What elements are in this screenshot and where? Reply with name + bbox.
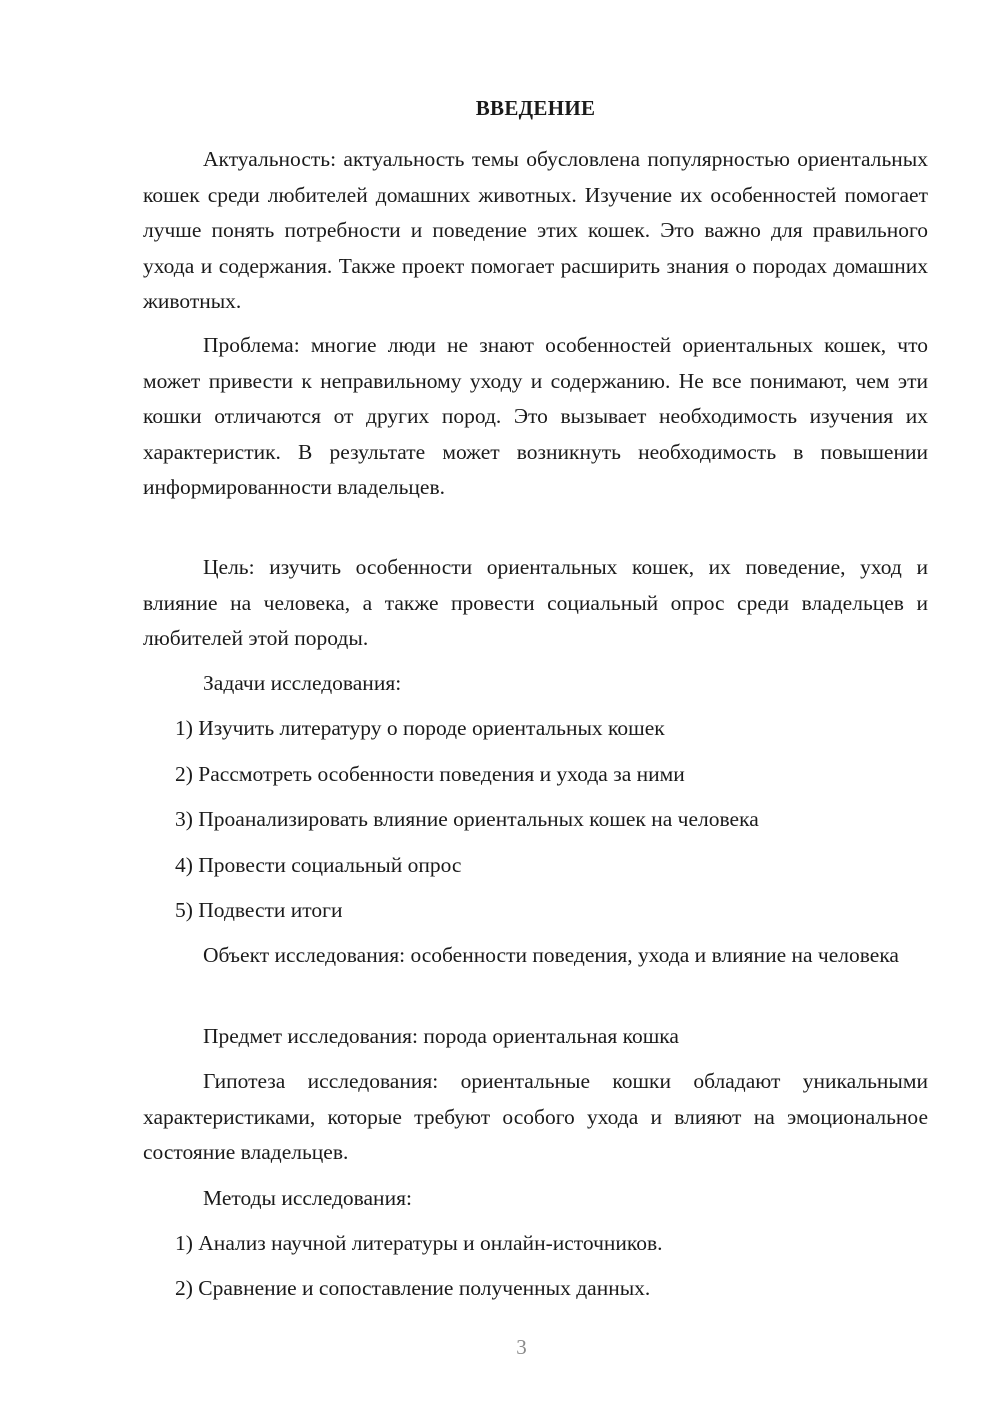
page-number: 3 <box>516 1335 527 1359</box>
list-item: 2) Рассмотреть особенности поведения и ухода за ними <box>175 762 685 786</box>
paragraph-subject: Предмет исследования: порода ориентальная кошка <box>203 1024 679 1048</box>
list-item: 1) Изучить литературу о породе ориентальных кошек <box>175 716 665 740</box>
page-title: ВВЕДЕНИЕ <box>475 96 596 120</box>
paragraph-hypothesis: Гипотеза исследования: ориентальные кошки обладают уникальными характеристиками, которые требуют особого ухода и влияют на эмоциональное состояние владельцев. <box>143 1069 928 1164</box>
list-item: 3) Проанализировать влияние ориентальных кошек на человека <box>175 807 759 831</box>
paragraph-problem: Проблема: многие люди не знают особенностей ориентальных кошек, что может привести к неправильному уходу и содержанию. Не все понимают, чем эти кошки отличаются от других пород. Это вызывает необходимость изучения их характеристик. В результате может возникнуть необходимость в повышении информированности владельцев. <box>143 333 928 499</box>
document-page <box>143 0 928 1414</box>
methods-heading: Методы исследования: <box>203 1186 412 1210</box>
list-item: 5) Подвести итоги <box>175 898 343 922</box>
tasks-heading: Задачи исследования: <box>203 671 402 695</box>
paragraph-goal: Цель: изучить особенности ориентальных кошек, их поведение, уход и влияние на человека, а также провести социальный опрос среди владельцев и любителей этой породы. <box>143 555 928 650</box>
paragraph-relevance: Актуальность: актуальность темы обусловлена популярностью ориентальных кошек среди любителей домашних животных. Изучение их особенностей помогает лучше понять потребности и поведение этих кошек. Это важно для правильного ухода и содержания. Также проект помогает расширить знания о породах домашних животных. <box>143 147 928 313</box>
list-item: 4) Провести социальный опрос <box>175 853 462 877</box>
list-item: 1) Анализ научной литературы и онлайн-источников. <box>175 1231 663 1255</box>
list-item: 2) Сравнение и сопоставление полученных данных. <box>175 1276 651 1300</box>
paragraph-object: Объект исследования: особенности поведения, ухода и влияние на человека <box>203 943 899 967</box>
